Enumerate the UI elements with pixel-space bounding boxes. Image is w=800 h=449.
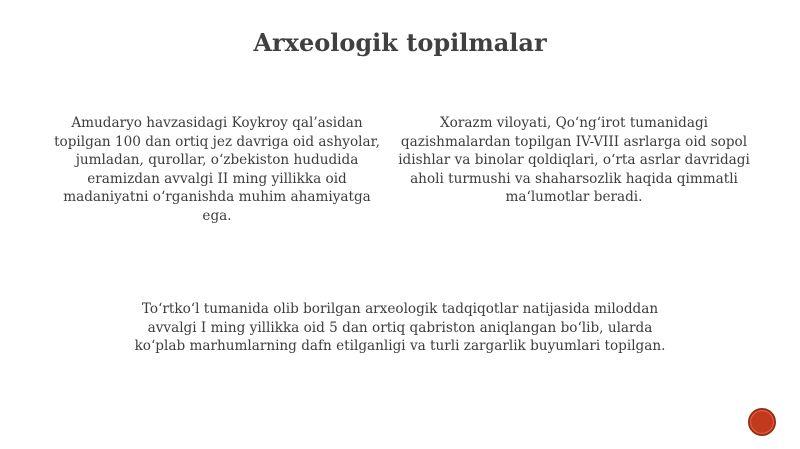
text-block-xorazm: Xorazm viloyati, Qo‘ng‘irot tumanidagi qazishmalardan topilgan IV-VIII asrlarga oid sopol idishlar va binolar qoldiqlari, o‘rta asrlar davridagi aholi turmushi va shaharsozlik haqida qimmatli ma‘lumotlar beradi. bbox=[398, 115, 750, 205]
text-block-koykroy: Amudaryo havzasidagi Koykroy qal’asidan topilgan 100 dan ortiq jez davriga oid ashyolar, jumladan, qurollar, o‘zbekiston hududida eramizdan avvalgi II ming yillikka oid madaniyatni o‘rganishda muhim ahamiyatga ega. bbox=[54, 115, 380, 224]
slide-title: Arxeologik topilmalar bbox=[253, 28, 547, 57]
next-slide-button[interactable] bbox=[748, 408, 776, 436]
text-block-tortkol: To‘rtko‘l tumanida olib borilgan arxeologik tadqiqotlar natijasida miloddan avvalgi I ming yillikka oid 5 dan ortiq qabriston aniqlangan bo‘lib, ularda ko‘plab marhumlarning dafn etilganligi va turli zargarlik buyumlari topilgan. bbox=[134, 301, 666, 354]
